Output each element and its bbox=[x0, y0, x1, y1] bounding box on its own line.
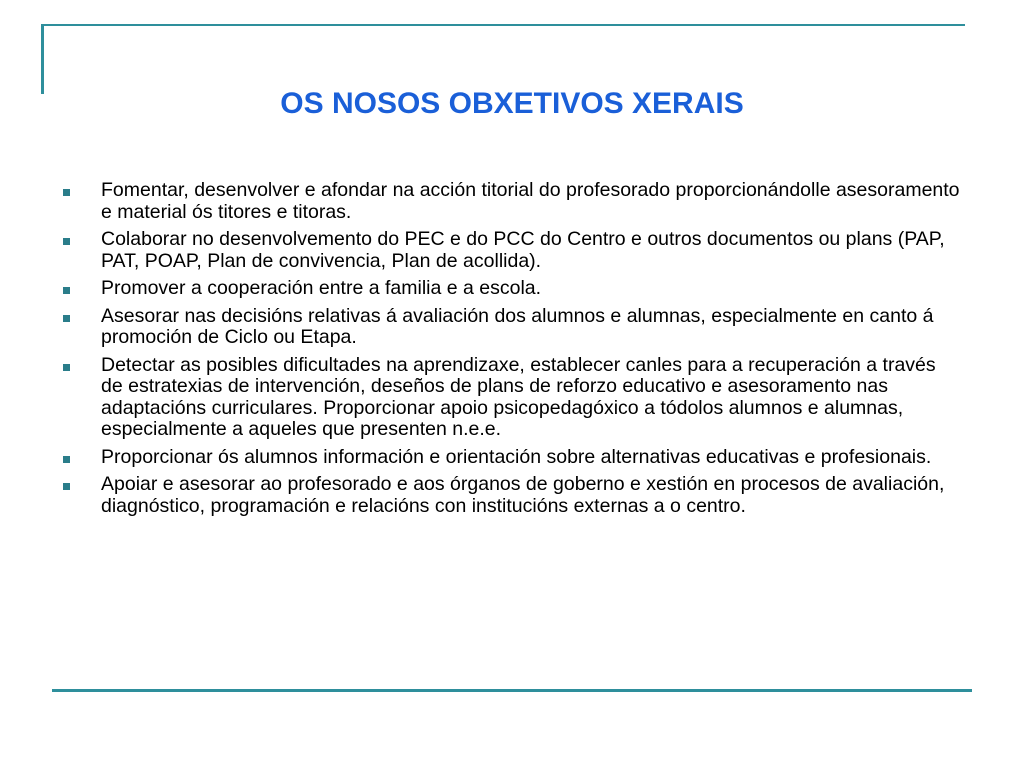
bullet-list bbox=[60, 180, 960, 523]
bullet-item bbox=[60, 278, 960, 300]
bullet-item bbox=[60, 229, 960, 272]
bullet-text: Fomentar, desenvolver e afondar na acción titorial do profesorado proporcionándolle asesoramento e material ós titores e titoras. bbox=[101, 179, 960, 223]
bullet-item bbox=[60, 447, 960, 469]
bullet-text: Proporcionar ós alumnos información e orientación sobre alternativas educativas e profesionais. bbox=[101, 445, 932, 468]
bullet-item bbox=[60, 180, 960, 223]
bullet-text: Apoiar e asesorar ao profesorado e aos órganos de goberno e xestión en procesos de avaliación, diagnóstico, programación e relacións con institucións externas a o centro. bbox=[101, 473, 945, 517]
square-bullet-icon bbox=[63, 238, 70, 245]
bullet-text: Colaborar no desenvolvemento do PEC e do PCC do Centro e outros documentos ou plans (PAP, PAT, POAP, Plan de convivencia, Plan de acollida). bbox=[101, 228, 945, 272]
slide-title: OS NOSOS OBXETIVOS XERAIS bbox=[280, 87, 744, 120]
square-bullet-icon bbox=[63, 189, 70, 196]
bullet-item bbox=[60, 474, 960, 517]
square-bullet-icon bbox=[63, 315, 70, 322]
square-bullet-icon bbox=[63, 364, 70, 371]
square-bullet-icon bbox=[63, 456, 70, 463]
decorative-top-line bbox=[41, 24, 965, 26]
bullet-item bbox=[60, 306, 960, 349]
bullet-text: Detectar as posibles dificultades na aprendizaxe, establecer canles para a recuperación a través de estratexias de intervención, deseños de plans de reforzo educativo e asesoramento nas adaptacións curriculares. Proporcionar apoio psicopedagóxico a tódolos alumnos e alumnas, especialmente a aqueles que presenten n.e.e. bbox=[101, 353, 936, 440]
square-bullet-icon bbox=[63, 483, 70, 490]
bullet-text: Promover a cooperación entre a familia e a escola. bbox=[101, 277, 542, 299]
bullet-item bbox=[60, 355, 960, 441]
bullet-text: Asesorar nas decisións relativas á avaliación dos alumnos e alumnas, especialmente en canto á promoción de Ciclo ou Etapa. bbox=[101, 304, 934, 348]
square-bullet-icon bbox=[63, 287, 70, 294]
decorative-bottom-line bbox=[52, 689, 972, 692]
